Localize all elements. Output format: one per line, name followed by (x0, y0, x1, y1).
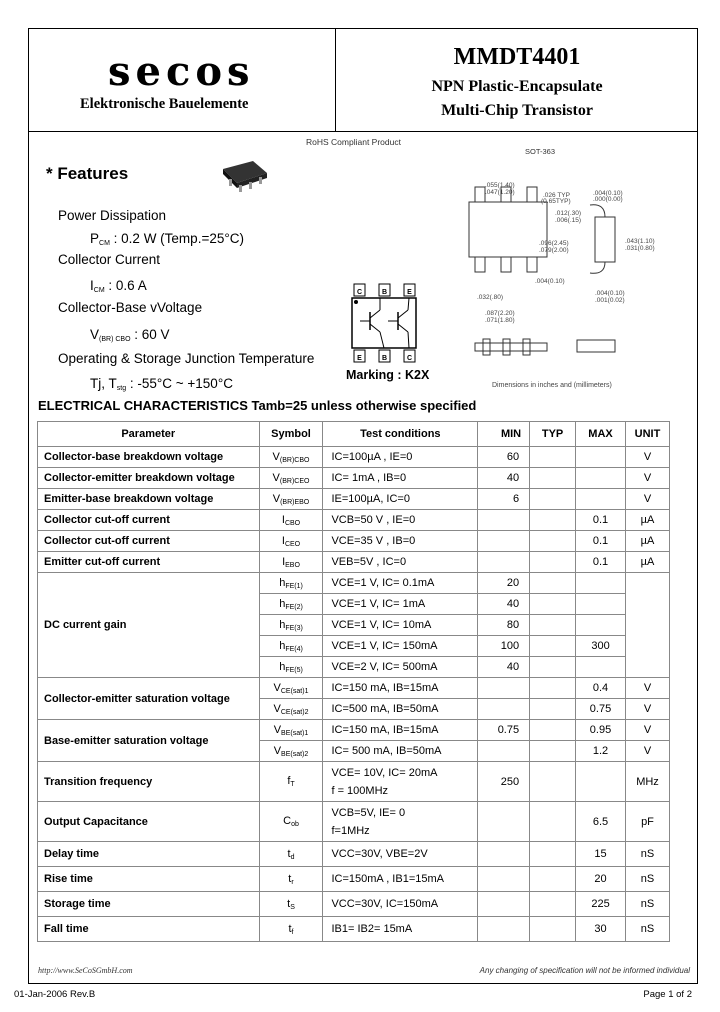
max-cell: 6.5 (576, 802, 626, 842)
dim-d13: .004(0.10) (535, 278, 565, 285)
min-cell (478, 678, 530, 699)
param-cell: Fall time (38, 917, 260, 942)
param-cell: Collector-emitter breakdown voltage (38, 468, 260, 489)
dimension-note: Dimensions in inches and (millimeters) (492, 382, 612, 389)
test-cell: VCE=1 V, IC= 0.1mA (323, 573, 478, 594)
table-row (38, 802, 670, 842)
feature-power-value: $P_{CM}$ : 0.2 W (Temp.=25°C) (90, 231, 244, 247)
features-title: * Features (46, 164, 129, 183)
pin-4-label: E (357, 355, 362, 362)
max-cell (576, 615, 626, 636)
typ-cell (530, 867, 576, 892)
param-cell: Storage time (38, 892, 260, 917)
company-subtitle: Elektronische Bauelemente (80, 96, 249, 112)
test-cell: IC= 1mA , IB=0 (323, 468, 478, 489)
symbol-cell: $V_{CE(sat)1}$ (259, 678, 323, 699)
table-row (38, 842, 670, 867)
electrical-characteristics-table (37, 421, 670, 942)
param-cell: Collector-base breakdown voltage (38, 447, 260, 468)
min-cell (478, 917, 530, 942)
table-row (38, 468, 670, 489)
dim-d10: .000(0.00) (593, 196, 623, 203)
table-row (38, 892, 670, 917)
param-cell: Base-emitter saturation voltage (38, 720, 260, 762)
min-cell: 6 (478, 489, 530, 510)
min-cell: 40 (478, 594, 530, 615)
test-cell: VCE=2 V, IC= 500mA (323, 657, 478, 678)
typ-cell (530, 892, 576, 917)
table-row (38, 867, 670, 892)
symbol-cell: $h_{FE(1)}$ (259, 573, 323, 594)
unit-cell: nS (625, 867, 669, 892)
header-unit: UNIT (625, 422, 669, 447)
header-symbol: Symbol (259, 422, 323, 447)
symbol-cell: $h_{FE(2)}$ (259, 594, 323, 615)
symbol-cell: $V_{(BR)CEO}$ (259, 468, 323, 489)
min-cell: 0.75 (478, 720, 530, 741)
unit-cell: µA (625, 510, 669, 531)
header-parameter: Parameter (38, 422, 260, 447)
typ-cell (530, 594, 576, 615)
symbol-cell: $I_{CEO}$ (259, 531, 323, 552)
max-cell: 0.1 (576, 510, 626, 531)
symbol-cell: $V_{(BR)EBO}$ (259, 489, 323, 510)
min-cell (478, 892, 530, 917)
unit-cell: pF (625, 802, 669, 842)
max-cell: 225 (576, 892, 626, 917)
package-label: SOT-363 (525, 147, 556, 156)
dim-d6: .006(.15) (555, 217, 582, 224)
test-cell: VCE=1 V, IC= 10mA (323, 615, 478, 636)
table-row (38, 510, 670, 531)
unit-cell: V (625, 447, 669, 468)
unit-cell: V (625, 489, 669, 510)
unit-cell: V (625, 468, 669, 489)
param-cell: Collector-emitter saturation voltage (38, 678, 260, 720)
min-cell (478, 531, 530, 552)
dim-d1: .055(1.40) (485, 182, 515, 189)
min-cell (478, 802, 530, 842)
feature-temp-label: Operating & Storage Junction Temperature (58, 351, 315, 366)
param-cell: Delay time (38, 842, 260, 867)
header-min: MIN (478, 422, 530, 447)
min-cell: 80 (478, 615, 530, 636)
table-row (38, 720, 670, 741)
package-dimension-drawing (455, 155, 680, 380)
max-cell: 0.1 (576, 531, 626, 552)
test-cell: VCE=1 V, IC= 1mA (323, 594, 478, 615)
unit-cell: nS (625, 892, 669, 917)
test-cell: IC=150 mA, IB=15mA (323, 720, 478, 741)
min-cell (478, 741, 530, 762)
typ-cell (530, 615, 576, 636)
pin-6-label: C (406, 355, 413, 362)
test-cell: VCE=1 V, IC= 150mA (323, 636, 478, 657)
min-cell: 60 (478, 447, 530, 468)
test-cell: VCC=30V, IC=150mA (323, 892, 478, 917)
unit-cell: µA (625, 552, 669, 573)
footer-date: 01-Jan-2006 Rev.B (14, 989, 96, 1000)
min-cell: 100 (478, 636, 530, 657)
test-cell: IC=150 mA, IB=15mA (323, 678, 478, 699)
table-row (38, 678, 670, 699)
param-cell: Emitter-base breakdown voltage (38, 489, 260, 510)
unit-cell (625, 573, 669, 678)
unit-cell: µA (625, 531, 669, 552)
dim-d11: .043(1.10) (625, 238, 655, 245)
min-cell (478, 699, 530, 720)
param-cell: Collector cut-off current (38, 531, 260, 552)
unit-cell: V (625, 720, 669, 741)
pin-5-label: B (381, 355, 388, 362)
dim-d18: .001(0.02) (595, 297, 625, 304)
electrical-characteristics-title: ELECTRICAL CHARACTERISTICS Tamb=25 unless otherwise specified (38, 398, 477, 413)
symbol-cell: $V_{(BR)CBO}$ (259, 447, 323, 468)
test-cell: VCE= 10V, IC= 20mA f = 100MHz (323, 762, 478, 802)
footer-url[interactable]: http://www.SeCoSGmbH.com (38, 966, 133, 975)
symbol-cell: $C_{ob}$ (259, 802, 323, 842)
typ-cell (530, 802, 576, 842)
min-cell (478, 552, 530, 573)
table-row (38, 552, 670, 573)
typ-cell (530, 842, 576, 867)
test-cell: VCC=30V, VBE=2V (323, 842, 478, 867)
param-cell: Transition frequency (38, 762, 260, 802)
dim-d2: .047(1.20) (485, 189, 515, 196)
typ-cell (530, 720, 576, 741)
param-cell: Rise time (38, 867, 260, 892)
footer-note: Any changing of specification will not be informed individual (479, 966, 690, 975)
rohs-text: RoHS Compliant Product (306, 137, 401, 147)
symbol-cell: $V_{BE(sat)1}$ (259, 720, 323, 741)
symbol-cell: $h_{FE(4)}$ (259, 636, 323, 657)
test-cell: IC=100µA , IE=0 (323, 447, 478, 468)
footer-page: Page 1 of 2 (643, 989, 692, 1000)
test-cell: IE=100µA, IC=0 (323, 489, 478, 510)
typ-cell (530, 573, 576, 594)
symbol-cell: $I_{CBO}$ (259, 510, 323, 531)
table-row (38, 762, 670, 802)
min-cell (478, 867, 530, 892)
symbol-cell: $I_{EBO}$ (259, 552, 323, 573)
dim-d8: .079(2.00) (539, 247, 569, 254)
unit-cell: V (625, 699, 669, 720)
unit-cell: V (625, 741, 669, 762)
feature-voltage-label: Collector-Base vVoltage (58, 300, 203, 315)
pin-diagram (340, 280, 430, 365)
symbol-cell: $h_{FE(3)}$ (259, 615, 323, 636)
test-cell: VCB=5V, IE= 0 f=1MHz (323, 802, 478, 842)
test-cell: VCE=35 V , IB=0 (323, 531, 478, 552)
typ-cell (530, 531, 576, 552)
typ-cell (530, 468, 576, 489)
symbol-cell: $t_r$ (259, 867, 323, 892)
feature-voltage-value: $V_{(BR) CBO}$ : 60 V (90, 327, 170, 343)
feature-current-label: Collector Current (58, 252, 161, 267)
test-cell: VEB=5V , IC=0 (323, 552, 478, 573)
header-max: MAX (576, 422, 626, 447)
symbol-cell: $h_{FE(5)}$ (259, 657, 323, 678)
table-row (38, 573, 670, 594)
typ-cell (530, 762, 576, 802)
unit-cell: nS (625, 917, 669, 942)
chip-package-icon (215, 155, 275, 195)
typ-cell (530, 552, 576, 573)
symbol-cell: $f_T$ (259, 762, 323, 802)
typ-cell (530, 489, 576, 510)
dim-d15: .087(2.20) (485, 310, 515, 317)
dim-d7: .096(2.45) (539, 240, 569, 247)
min-cell (478, 510, 530, 531)
typ-cell (530, 678, 576, 699)
typ-cell (530, 510, 576, 531)
min-cell (478, 842, 530, 867)
test-cell: IC=500 mA, IB=50mA (323, 699, 478, 720)
param-cell: Collector cut-off current (38, 510, 260, 531)
pin-1-label: C (356, 289, 363, 296)
table-header-row (38, 422, 670, 447)
max-cell: 15 (576, 842, 626, 867)
feature-current-value: $I_{CM}$ : 0.6 A (90, 278, 147, 294)
param-cell: DC current gain (38, 573, 260, 678)
max-cell (576, 489, 626, 510)
test-cell: IB1= IB2= 15mA (323, 917, 478, 942)
feature-power-label: Power Dissipation (58, 208, 167, 223)
max-cell (576, 594, 626, 615)
feature-temp-value: Tj, $T_{stg}$ : -55°C ~ +150°C (90, 376, 233, 392)
symbol-cell: $t_f$ (259, 917, 323, 942)
max-cell: 30 (576, 917, 626, 942)
dim-d9: .004(0.10) (593, 190, 623, 197)
header-typ: TYP (530, 422, 576, 447)
part-number: MMDT4401 (453, 44, 581, 70)
table-row (38, 489, 670, 510)
unit-cell: MHz (625, 762, 669, 802)
symbol-cell: $t_d$ (259, 842, 323, 867)
typ-cell (530, 636, 576, 657)
table-row (38, 447, 670, 468)
max-cell (576, 447, 626, 468)
min-cell: 40 (478, 468, 530, 489)
test-cell: VCB=50 V , IE=0 (323, 510, 478, 531)
dim-d5: .012(.30) (555, 210, 582, 217)
typ-cell (530, 699, 576, 720)
max-cell: 0.95 (576, 720, 626, 741)
max-cell (576, 762, 626, 802)
max-cell: 300 (576, 636, 626, 657)
min-cell: 40 (478, 657, 530, 678)
dim-d12: .031(0.80) (625, 245, 655, 252)
symbol-cell: $V_{CE(sat)2}$ (259, 699, 323, 720)
table-row (38, 917, 670, 942)
max-cell: 0.75 (576, 699, 626, 720)
dim-d4: (0.65TYP) (541, 198, 571, 205)
min-cell: 250 (478, 762, 530, 802)
marking-label: Marking : K2X (346, 368, 430, 382)
symbol-cell: $t_S$ (259, 892, 323, 917)
min-cell: 20 (478, 573, 530, 594)
dim-d16: .071(1.80) (485, 317, 515, 324)
max-cell: 0.4 (576, 678, 626, 699)
typ-cell (530, 447, 576, 468)
max-cell (576, 657, 626, 678)
param-cell: Emitter cut-off current (38, 552, 260, 573)
unit-cell: V (625, 678, 669, 699)
dim-d14: .032(.80) (477, 294, 504, 301)
typ-cell (530, 917, 576, 942)
max-cell (576, 468, 626, 489)
company-logo: secos (108, 48, 255, 95)
part-subtitle-2: Multi-Chip Transistor (441, 102, 593, 119)
test-cell: IC=150mA , IB1=15mA (323, 867, 478, 892)
max-cell (576, 573, 626, 594)
typ-cell (530, 741, 576, 762)
unit-cell: nS (625, 842, 669, 867)
typ-cell (530, 657, 576, 678)
dim-d3: .026 TYP (543, 192, 570, 199)
dim-d17: .004(0.10) (595, 290, 625, 297)
header-test-conditions: Test conditions (323, 422, 478, 447)
table-row (38, 531, 670, 552)
part-subtitle-1: NPN Plastic-Encapsulate (431, 78, 603, 95)
header-divider (28, 131, 698, 132)
symbol-cell: $V_{BE(sat)2}$ (259, 741, 323, 762)
max-cell: 1.2 (576, 741, 626, 762)
pin-3-label: E (407, 289, 412, 296)
param-cell: Output Capacitance (38, 802, 260, 842)
test-cell: IC= 500 mA, IB=50mA (323, 741, 478, 762)
pin-2-label: B (381, 289, 388, 296)
max-cell: 0.1 (576, 552, 626, 573)
max-cell: 20 (576, 867, 626, 892)
